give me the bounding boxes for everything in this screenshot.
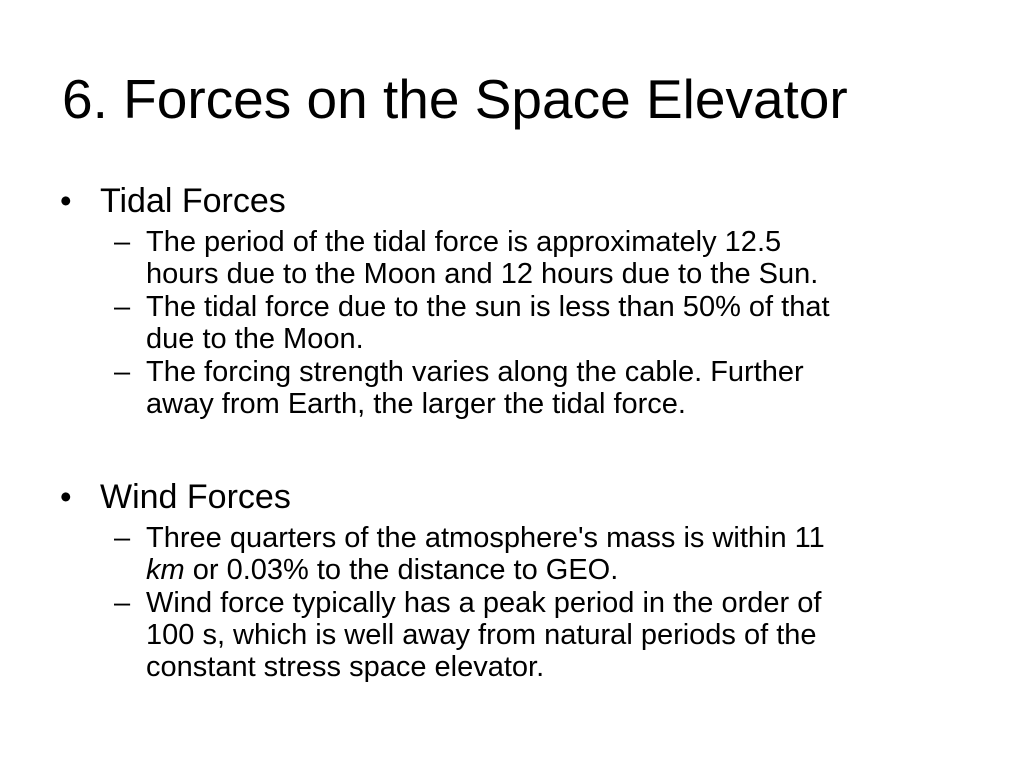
sub-item-line-mixed: [146, 554, 1024, 586]
sub-item-line: Wind force typically has a peak period in the order of: [146, 587, 822, 619]
sub-item-line: away from Earth, the larger the tidal force.: [146, 388, 686, 420]
sub-item-line: hours due to the Moon and 12 hours due to the Sun.: [146, 258, 819, 290]
sub-item-line: The period of the tidal force is approximately 12.5: [146, 226, 782, 258]
bullet-heading: Tidal Forces: [100, 182, 286, 220]
sub-item-line: The forcing strength varies along the cable. Further: [146, 356, 804, 388]
sub-item-line: The tidal force due to the sun is less than 50% of that: [146, 291, 830, 323]
slide-title: 6. Forces on the Space Elevator: [62, 68, 848, 130]
bullet-dot-icon: •: [60, 182, 72, 219]
sub-item-line: 100 s, which is well away from natural periods of the: [146, 619, 817, 651]
bullet-wind-forces: [0, 472, 1024, 522]
dash-icon: –: [114, 587, 131, 619]
sub-list-wind: [0, 522, 1024, 683]
unit-km: km: [146, 554, 185, 586]
dash-icon: –: [114, 226, 131, 258]
dash-icon: –: [114, 291, 131, 323]
sub-list-tidal: [0, 226, 1024, 420]
sub-item-wind-period: [0, 587, 1024, 683]
sub-item-wind-atmosphere: [0, 522, 1024, 586]
sub-item-line: Three quarters of the atmosphere's mass is within 11: [146, 522, 825, 554]
sub-item-line-rest: or 0.03% to the distance to GEO.: [184, 554, 619, 586]
sub-item-line: due to the Moon.: [146, 323, 364, 355]
sub-item-line: constant stress space elevator.: [146, 651, 545, 683]
dash-icon: –: [114, 522, 131, 554]
sub-item-tidal-period: [0, 226, 1024, 290]
bullet-heading: Wind Forces: [100, 478, 291, 516]
sub-item-tidal-sun: [0, 291, 1024, 355]
slide-body: [0, 176, 1024, 684]
bullet-dot-icon: •: [60, 478, 72, 515]
bullet-tidal-forces: [0, 176, 1024, 226]
dash-icon: –: [114, 356, 131, 388]
section-spacer: [0, 421, 1024, 472]
sub-item-tidal-strength: [0, 356, 1024, 420]
